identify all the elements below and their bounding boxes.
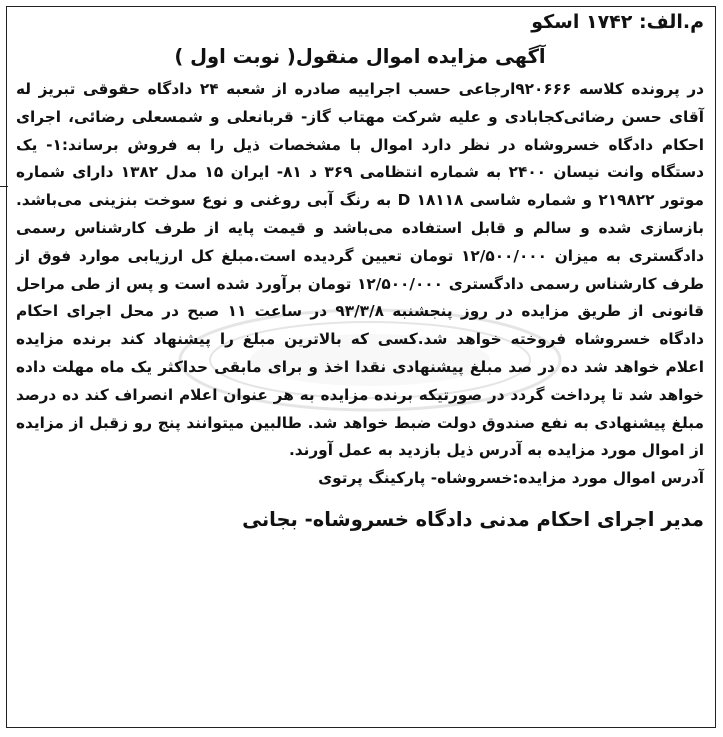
notice-body: در پرونده کلاسه ۹۲۰۶۶۶ارجاعی حسب اجراییه صادره از شعبه ۲۴ دادگاه حقوقی تبریز له آقای حسن رضائی‌کجابادی و علیه شرکت مهتاب گاز- قربانعلی و شمسعلی رضائی، اجرای احکام دادگاه خسروشاه در نظر دارد اموال با مشخصات ذیل را به فروش برساند:۱- یک دستگاه وانت نیسان ۲۴۰۰ به شماره انتظامی ۳۶۹ د ۸۱- ایران ۱۵ مدل ۱۳۸۲ دارای شماره موتور ۲۱۹۸۲۲ و شماره شاسی D ۱۸۱۱۸ به رنگ آبی روغنی و نوع سوخت بنزینی می‌باشد. بازسازی شده و سالم و قابل استفاده می‌باشد و قیمت پایه از طرف کارشناس رسمی دادگستری به میزان ۱۲/۵۰۰/۰۰۰ تومان تعیین گردیده است.مبلغ کل ارزیابی موارد فوق از طرف کارشناس رسمی دادگستری ۱۲/۵۰۰/۰۰۰ تومان برآورد شده است و پس از طی مراحل قانونی از طریق مزایده در روز پنجشنبه ۹۳/۳/۸ در ساعت ۱۱ صبح در محل اجرای احکام دادگاه خسروشاه فروخته خواهد شد.کسی که بالاترین مبلغ را پیشنهاد کند برنده مزایده اعلام خواهد شد ده در صد مبلغ پیشنهادی نقدا اخذ و برای مابقی حداکثر یک ماه مهلت داده خواهد شد تا پرداخت گردد در صورتیکه برنده مزایده به هر عنوان اعلام انصراف کند ده درصد مبلغ پیشنهادی به نفع صندوق دولت ضبط خواهد شد. طالبین میتوانند پنج رو زقبل از مزایده از اموال مورد مزایده به آدرس ذیل بازدید به عمل آورند. (16, 80, 704, 460)
notice-content (12, 8, 708, 535)
edge-divider-mark (0, 186, 8, 187)
reference-number: م.الف: ۱۷۴۲ اسکو (531, 11, 704, 33)
signature-line: مدیر اجرای احکام مدنی دادگاه خسروشاه- بجانی (242, 507, 704, 531)
notice-title: آگهی مزایده اموال منقول( نوبت اول ) (174, 45, 546, 68)
property-address: آدرس اموال مورد مزایده:خسروشاه- پارکینگ پرتوی (318, 469, 704, 488)
